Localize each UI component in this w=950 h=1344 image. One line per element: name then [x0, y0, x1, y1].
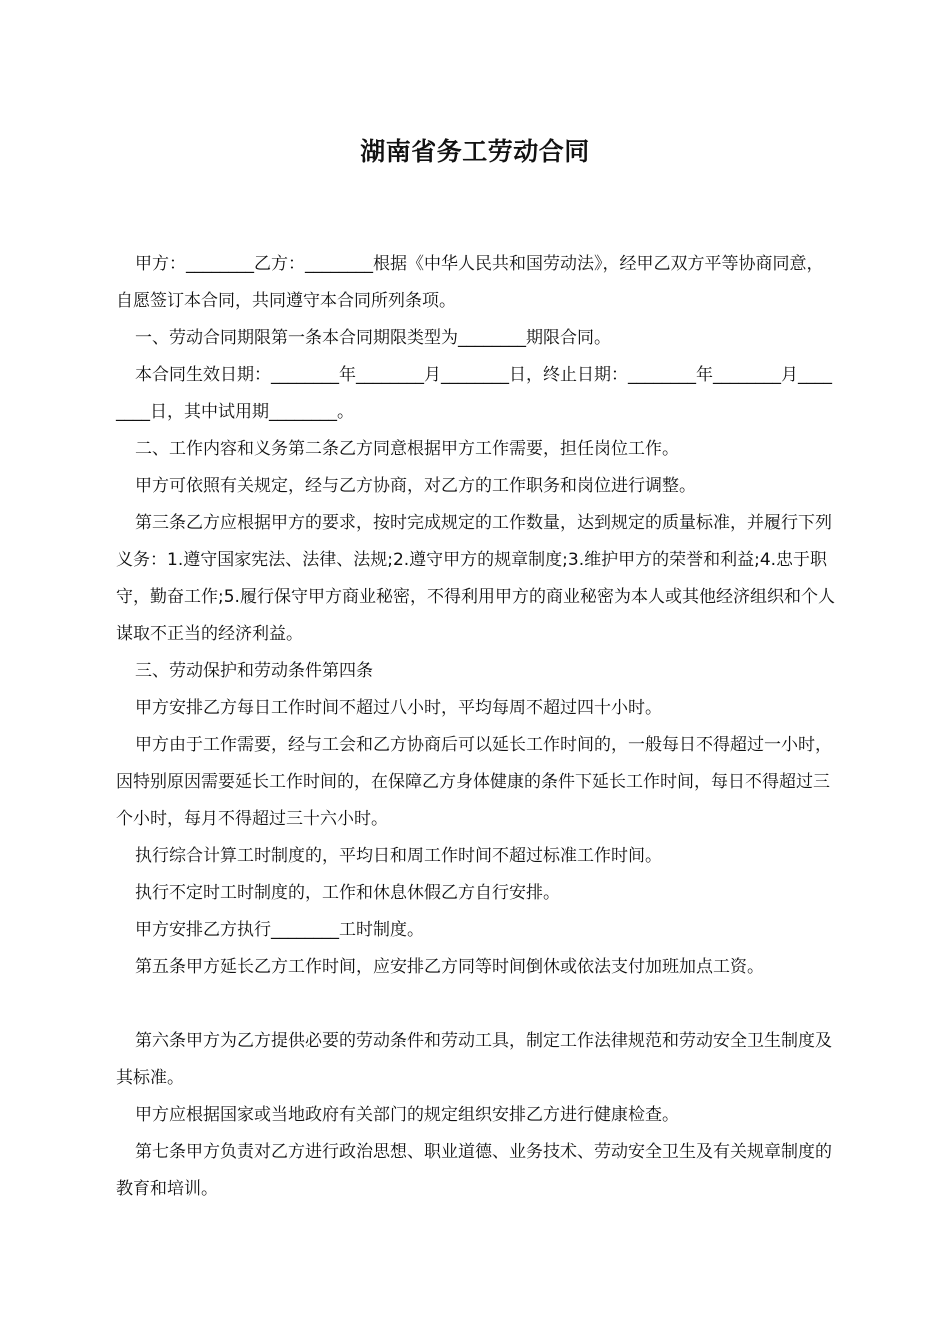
paragraph-work-content: 二、工作内容和义务第二条乙方同意根据甲方工作需要，担任岗位工作。	[135, 439, 679, 459]
paragraph-parties: 甲方：________乙方：________根据《中华人民共和国劳动法》，经甲乙双方平等协商同意，自愿签订本合同，共同遵守本合同所列条项。	[116, 254, 824, 311]
paragraph-overtime-limits: 甲方由于工作需要，经与工会和乙方协商后可以延长工作时间的，一般每日不得超过一小时，因特别原因需要延长工作时间的，在保障乙方身体健康的条件下延长工作时间，每日不得超过三个小时，每月不得超过三十六小时。	[116, 735, 832, 829]
paragraph-hours-system: 甲方安排乙方执行________工时制度。	[135, 920, 424, 940]
paragraph-flexible-hours: 执行不定时工时制度的，工作和休息休假乙方自行安排。	[135, 883, 560, 903]
paragraph-article-5: 第五条甲方延长乙方工作时间，应安排乙方同等时间倒休或依法支付加班加点工资。	[135, 957, 764, 977]
paragraph-article-7: 第七条甲方负责对乙方进行政治思想、职业道德、业务技术、劳动安全卫生及有关规章制度的教育和培训。	[116, 1142, 832, 1199]
paragraph-comprehensive-hours: 执行综合计算工时制度的，平均日和周工作时间不超过标准工作时间。	[135, 846, 662, 866]
paragraph-health-check: 甲方应根据国家或当地政府有关部门的规定组织安排乙方进行健康检查。	[135, 1105, 679, 1125]
paragraph-spacer	[116, 986, 840, 1023]
paragraph-contract-term: 一、劳动合同期限第一条本合同期限类型为________期限合同。	[135, 328, 611, 348]
paragraph-article-6: 第六条甲方为乙方提供必要的劳动条件和劳动工具，制定工作法律规范和劳动安全卫生制度及其标准。	[116, 1031, 832, 1088]
document-title: 湖南省务工劳动合同	[360, 137, 590, 166]
paragraph-position-adjustment: 甲方可依照有关规定，经与乙方协商，对乙方的工作职务和岗位进行调整。	[135, 476, 696, 496]
document-body	[116, 246, 840, 1208]
paragraph-effective-dates: 本合同生效日期：________年________月________日，终止日期：________年________月________日，其中试用期________。	[116, 365, 832, 422]
paragraph-article-3: 第三条乙方应根据甲方的要求，按时完成规定的工作数量，达到规定的质量标准，并履行下列义务：1.遵守国家宪法、法律、法规;2.遵守甲方的规章制度;3.维护甲方的荣誉和利益;4.忠于职守，勤奋工作;5.履行保守甲方商业秘密，不得利用甲方的商业秘密为本人或其他经济组织和个人谋取不正当的经济利益。	[116, 513, 835, 644]
paragraph-working-hours: 甲方安排乙方每日工作时间不超过八小时，平均每周不超过四十小时。	[135, 698, 662, 718]
paragraph-labor-protection: 三、劳动保护和劳动条件第四条	[135, 661, 373, 681]
